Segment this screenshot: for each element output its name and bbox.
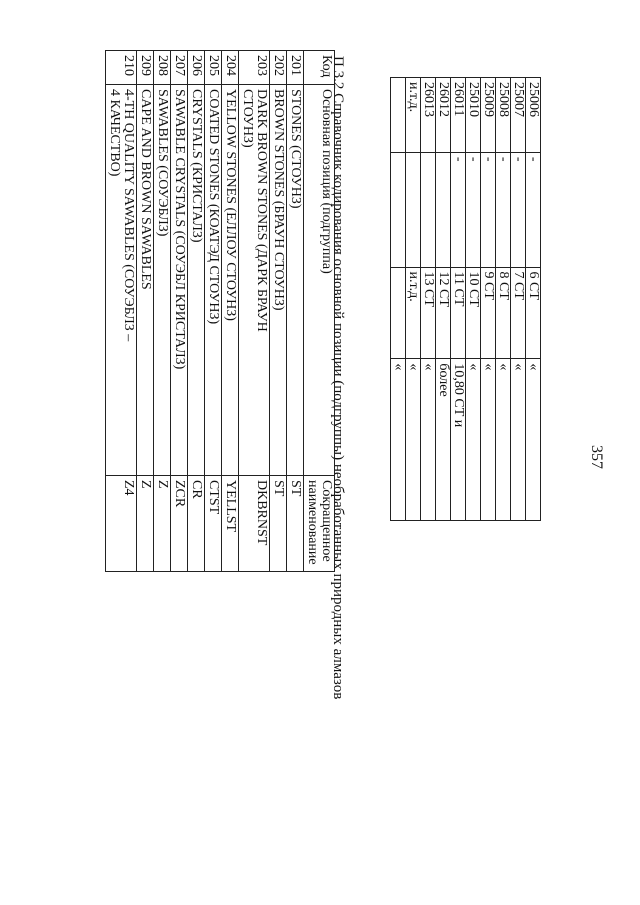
continued-dash-cell [391, 152, 406, 267]
continued-table-row [451, 78, 466, 521]
continued-table-row [466, 78, 481, 521]
position-name-line: SAWABLE CRYSTALS (СОУЭБЛ КРИСТАЛЗ) [172, 88, 187, 370]
continued-dash-cell: - [466, 152, 481, 267]
continued-range-cell: « [496, 359, 511, 521]
position-code-cell: 203 [239, 51, 270, 85]
continued-code-cell: 26013 [421, 78, 436, 153]
continued-dash-cell: - [481, 152, 496, 267]
continued-range-cell: « [511, 359, 526, 521]
main-table-row [222, 51, 239, 572]
continued-range-cell: « [481, 359, 496, 521]
position-name-cell [171, 84, 188, 475]
continued-code-cell: 25008 [496, 78, 511, 153]
page-number: 357 [588, 445, 605, 469]
continued-table-row [511, 78, 526, 521]
continued-dash-cell: - [526, 152, 541, 267]
position-name-line: CRYSTALS (КРИСТАЛЗ) [189, 88, 204, 243]
continued-size-cell: 10 СТ [466, 267, 481, 359]
header-code: Код [304, 51, 335, 85]
continued-table-row [481, 78, 496, 521]
continued-code-cell: и.т.д. [406, 78, 421, 153]
continued-size-cell: 13 СТ [421, 267, 436, 359]
position-name-cell [287, 84, 304, 475]
continued-range-cell: « [526, 359, 541, 521]
position-abbreviation-cell: CTST [205, 476, 222, 572]
position-name-line: CAPE AND BROWN SAWABLES [138, 88, 153, 290]
header-name: Основная позиция (подгруппа) [304, 84, 335, 475]
continued-size-cell: 8 СТ [496, 267, 511, 359]
position-name-cell [106, 84, 137, 475]
continued-range-cell: « [466, 359, 481, 521]
position-name-cell [270, 84, 287, 475]
continued-size-cell: 7 СТ [511, 267, 526, 359]
position-abbreviation-cell: ST [270, 476, 287, 572]
continued-table-body [391, 78, 541, 521]
main-table-row [154, 51, 171, 572]
position-abbreviation-cell: Z [137, 476, 154, 572]
position-name-line: COATED STONES (КОАТЭД СТОУНЗ) [206, 88, 221, 325]
continued-code-cell: 26012 [436, 78, 451, 153]
continued-size-cell: и.т.д. [406, 267, 421, 359]
continued-dash-cell [406, 152, 421, 267]
main-table-header [304, 51, 335, 572]
position-name-line: SAWABLES (СОУЭБЛЗ) [155, 88, 170, 237]
main-table-row [287, 51, 304, 572]
continued-range-cell: « [406, 359, 421, 521]
main-table-row [171, 51, 188, 572]
position-name-line: СТОУНЗ) [240, 88, 255, 148]
continued-size-cell [391, 267, 406, 359]
continued-dash-cell: - [511, 152, 526, 267]
position-code-cell: 209 [137, 51, 154, 85]
position-code-cell: 208 [154, 51, 171, 85]
position-name-cell [205, 84, 222, 475]
continued-code-cell: 25010 [466, 78, 481, 153]
position-name-line: BROWN STONES (БРАУН СТОУНЗ) [271, 88, 286, 311]
continued-code-table [390, 77, 541, 521]
continued-code-cell: 25009 [481, 78, 496, 153]
main-table-row [188, 51, 205, 572]
continued-range-cell: более [436, 359, 451, 521]
continued-size-cell: 6 СТ [526, 267, 541, 359]
position-abbreviation-cell: Z4 [106, 476, 137, 572]
position-name-line: 4 КАЧЕСТВО) [107, 88, 122, 177]
position-code-cell: 201 [287, 51, 304, 85]
position-name-line: 4-TH QUALITY SAWABLES (СОУЭБЛЗ – [121, 88, 136, 342]
continued-range-cell: « [391, 359, 406, 521]
continued-size-cell: 12 СТ [436, 267, 451, 359]
header-abbreviation [304, 476, 335, 572]
continued-table-row [421, 78, 436, 521]
position-code-cell: 204 [222, 51, 239, 85]
main-table-row [205, 51, 222, 572]
continued-table-row [436, 78, 451, 521]
continued-table-row [406, 78, 421, 521]
section-heading: П 3.2 Справочник кодирования основной позиции (подгруппы) необработанных природных алмазов [330, 56, 346, 700]
main-table-row [270, 51, 287, 572]
continued-dash-cell: - [496, 152, 511, 267]
continued-code-cell: 26011 [451, 78, 466, 153]
position-code-cell: 202 [270, 51, 287, 85]
main-position-table [105, 50, 335, 572]
header-abbreviation-line1: Сокращенное [319, 480, 334, 562]
main-table-row [239, 51, 270, 572]
position-abbreviation-cell: CR [188, 476, 205, 572]
continued-dash-cell [436, 152, 451, 267]
position-name-cell [239, 84, 270, 475]
position-name-line: YELLOW STONES (ЕЛЛОУ СТОУНЗ) [223, 88, 238, 321]
header-abbreviation-line2: наименование [305, 480, 320, 565]
continued-table-row [496, 78, 511, 521]
main-table-row [137, 51, 154, 572]
position-abbreviation-cell: YELLST [222, 476, 239, 572]
continued-dash-cell [421, 152, 436, 267]
position-code-cell: 210 [106, 51, 137, 85]
position-code-cell: 207 [171, 51, 188, 85]
position-abbreviation-cell: Z [154, 476, 171, 572]
continued-size-cell: 11 СТ [451, 267, 466, 359]
main-table-header-row [304, 51, 335, 572]
position-name-line: STONES (СТОУНЗ) [288, 88, 303, 209]
position-code-cell: 206 [188, 51, 205, 85]
position-abbreviation-cell: ST [287, 476, 304, 572]
continued-range-cell: 10,80 СТ и [451, 359, 466, 521]
position-name-cell [188, 84, 205, 475]
continued-code-cell: 25007 [511, 78, 526, 153]
position-name-line: DARK BROWN STONES (ДАРК БРАУН [254, 88, 269, 332]
position-name-cell [137, 84, 154, 475]
continued-size-cell: 9 СТ [481, 267, 496, 359]
continued-table-row [391, 78, 406, 521]
main-table-row [106, 51, 137, 572]
main-table-body [106, 51, 304, 572]
position-abbreviation-cell: ZCR [171, 476, 188, 572]
position-abbreviation-cell: DKBRNST [239, 476, 270, 572]
continued-dash-cell: - [451, 152, 466, 267]
position-code-cell: 205 [205, 51, 222, 85]
continued-table-row [526, 78, 541, 521]
continued-range-cell: « [421, 359, 436, 521]
continued-code-cell: 25006 [526, 78, 541, 153]
position-name-cell [154, 84, 171, 475]
continued-code-cell [391, 78, 406, 153]
position-name-cell [222, 84, 239, 475]
